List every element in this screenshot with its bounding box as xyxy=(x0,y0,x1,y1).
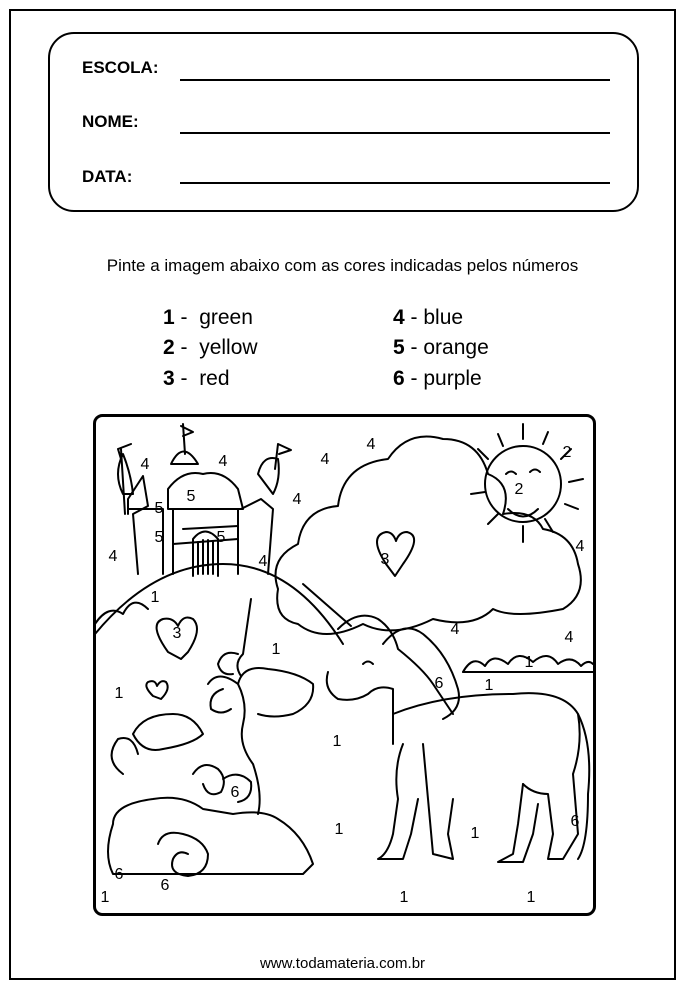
legend-item-6: 6 - purple xyxy=(393,367,482,390)
number-4: 4 xyxy=(450,621,460,638)
number-1: 1 xyxy=(332,733,342,750)
number-1: 1 xyxy=(526,889,536,906)
unicorn-castle-drawing xyxy=(93,414,596,916)
number-3: 3 xyxy=(172,625,182,642)
number-3: 3 xyxy=(380,551,390,568)
number-4: 4 xyxy=(366,436,376,453)
number-6: 6 xyxy=(114,866,124,883)
number-1: 1 xyxy=(484,677,494,694)
legend-number: 6 xyxy=(393,367,405,390)
student-info-box xyxy=(48,32,639,212)
legend-number: 4 xyxy=(393,306,405,329)
legend-item-4: 4 - blue xyxy=(393,306,464,329)
number-2: 2 xyxy=(514,481,524,498)
legend-color: red xyxy=(199,367,230,390)
number-1: 1 xyxy=(334,821,344,838)
legend-number: 5 xyxy=(393,336,405,359)
number-2: 2 xyxy=(562,444,572,461)
number-4: 4 xyxy=(564,629,574,646)
number-5: 5 xyxy=(154,500,164,517)
number-4: 4 xyxy=(218,453,228,470)
number-6: 6 xyxy=(230,784,240,801)
legend-number: 1 xyxy=(163,306,175,329)
number-4: 4 xyxy=(320,451,330,468)
legend-number: 2 xyxy=(163,336,175,359)
number-5: 5 xyxy=(154,529,164,546)
number-6: 6 xyxy=(160,877,170,894)
number-5: 5 xyxy=(186,488,196,505)
escola-line[interactable] xyxy=(180,79,610,81)
number-5: 5 xyxy=(216,529,226,546)
legend-color: yellow xyxy=(199,336,258,359)
escola-label: ESCOLA: xyxy=(82,58,159,77)
data-label: DATA: xyxy=(82,167,133,186)
number-4: 4 xyxy=(258,553,268,570)
instructions-text: Pinte a imagem abaixo com as cores indicadas pelos números xyxy=(106,256,579,275)
coloring-picture[interactable] xyxy=(93,414,596,916)
legend-color: orange xyxy=(423,336,489,359)
number-4: 4 xyxy=(140,456,150,473)
legend-item-3: 3 - red xyxy=(163,367,230,390)
legend-item-1: 1 - green xyxy=(163,306,253,329)
legend-color: green xyxy=(199,306,253,329)
number-1: 1 xyxy=(114,685,124,702)
number-6: 6 xyxy=(570,813,580,830)
nome-label: NOME: xyxy=(82,112,139,131)
data-line[interactable] xyxy=(180,182,610,184)
number-1: 1 xyxy=(150,589,160,606)
number-1: 1 xyxy=(271,641,281,658)
legend-color: blue xyxy=(423,306,464,329)
number-1: 1 xyxy=(399,889,409,906)
number-4: 4 xyxy=(575,538,585,555)
nome-line[interactable] xyxy=(180,132,610,134)
number-4: 4 xyxy=(108,548,118,565)
footer-url: www.todamateria.com.br xyxy=(259,955,426,972)
legend-item-2: 2 - yellow xyxy=(163,336,258,359)
legend-number: 3 xyxy=(163,367,175,390)
number-1: 1 xyxy=(524,654,534,671)
legend-item-5: 5 - orange xyxy=(393,336,489,359)
number-4: 4 xyxy=(292,491,302,508)
legend-color: purple xyxy=(423,367,482,390)
number-6: 6 xyxy=(434,675,444,692)
number-1: 1 xyxy=(100,889,110,906)
number-1: 1 xyxy=(470,825,480,842)
